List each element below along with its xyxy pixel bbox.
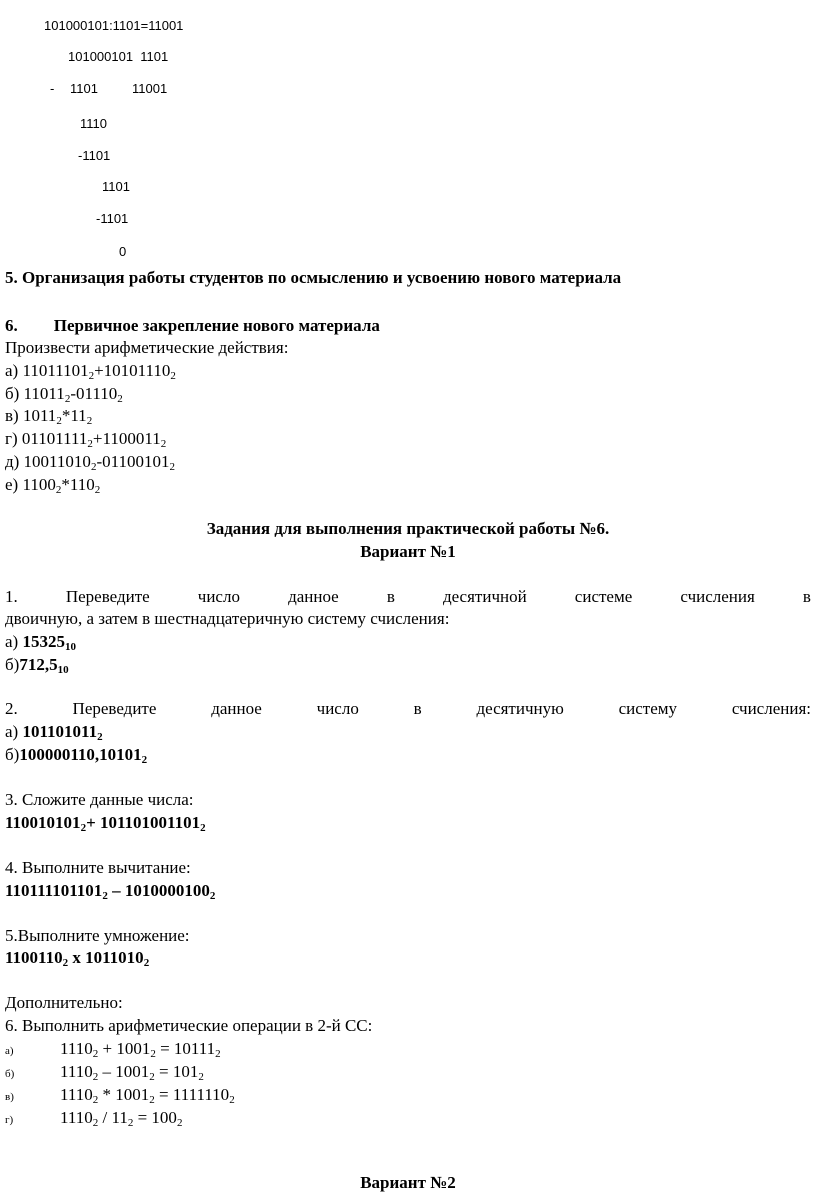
section-5-heading: 5. Организация работы студентов по осмыслению и усвоению нового материала (5, 268, 622, 287)
question-2b: $б)100000110,10101_2$ (5, 745, 148, 766)
variant-2-heading: Вариант №2 (360, 1173, 456, 1192)
question-1-line2: двоичную, а затем в шестнадцатеричную систему счисления: (5, 609, 450, 628)
question-1b: $б)712,5_{10}$ (5, 655, 69, 676)
division-subtrahend: 1101 (70, 81, 98, 96)
long-division-image (0, 0, 260, 262)
question-5: 5.Выполните умножение: (5, 926, 190, 945)
exercise-item: а) $11011101_2+10101110_2$ (5, 361, 176, 382)
exercise-item: г) $01101111_2+1100011_2$ (5, 429, 167, 450)
section-6-title: Первичное закрепление нового материала (53, 316, 380, 335)
practical-work-heading: Задания для выполнения практической работы №6. (206, 519, 610, 538)
question-3-expression: $110010101_2+ 101101001101_2$ (5, 813, 206, 834)
division-minus: - (50, 81, 55, 96)
question-1-line1: 1. Переведите число данное в десятичной системе счисления в (5, 587, 811, 606)
exercise-intro: Произвести арифметические действия: (5, 338, 289, 357)
operation-item: в) $1110_2 * 1001_2 = 1111110_2$ (5, 1085, 235, 1106)
question-2a: а) $101101011_2$ (5, 722, 103, 743)
exercise-item: б) $11011_2-01110_2$ (5, 384, 123, 405)
question-1a: а) $15325_{10}$ (5, 632, 76, 653)
question-2-line1: 2. Переведите данное число в десятичную систему счисления: (5, 699, 811, 718)
operation-item: а) $1110_2 + 1001_2 = 10111_2$ (5, 1039, 221, 1060)
division-equation: 101000101:1101=11001 (44, 18, 184, 33)
division-result-zero: 0 (119, 244, 127, 259)
exercise-item: е) $1100_2*110_2$ (5, 475, 101, 496)
section-6-heading (5, 315, 380, 336)
question-4: 4. Выполните вычитание: (5, 858, 191, 877)
question-6: 6. Выполнить арифметические операции в 2-й СС: (5, 1016, 373, 1035)
operation-item: г) $1110_2 / 11_2 = 100_2$ (5, 1108, 183, 1129)
division-subtract3: -1101 (96, 211, 129, 226)
division-remainder2: 1101 (102, 179, 130, 194)
division-remainder1: 1110 (80, 116, 107, 131)
extra-label: Дополнительно: (5, 993, 123, 1012)
section-6-number: 6. (5, 316, 18, 335)
question-5-expression: $1100110_2$ х $1011010_2$ (5, 948, 150, 969)
division-row1: 101000101 1101 (68, 49, 169, 64)
division-subtract2: -1101 (78, 148, 111, 163)
operation-item: б) $1110_2 - 1001_2 = 101_2$ (5, 1062, 204, 1083)
division-quotient: 11001 (132, 81, 168, 96)
question-4-expression: $110111101101_2 - 1010000100_2$ (5, 881, 216, 902)
question-3: 3. Сложите данные числа: (5, 790, 194, 809)
exercise-item: в) $1011_2*11_2$ (5, 406, 93, 427)
variant-1-heading: Вариант №1 (360, 542, 456, 561)
exercise-item: д) $10011010_2-01100101_2$ (5, 452, 175, 473)
